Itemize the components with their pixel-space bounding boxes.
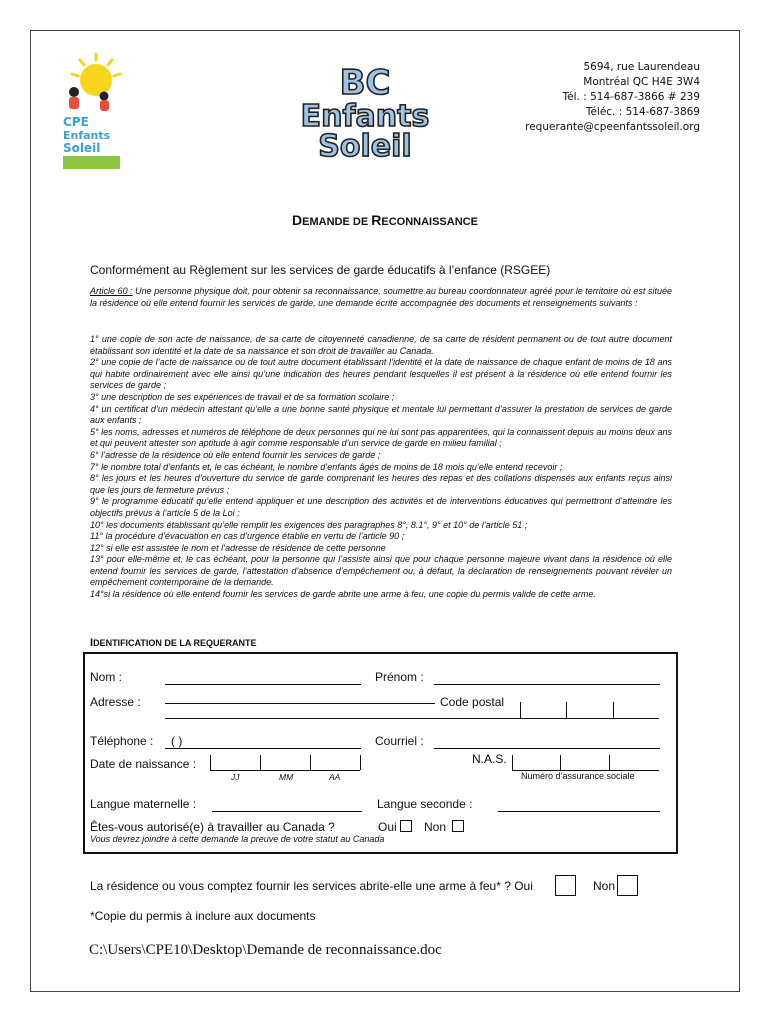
logo-text-1: CPE — [63, 115, 89, 129]
nom-label: Nom : — [90, 670, 123, 684]
telephone-field[interactable] — [165, 748, 361, 749]
address-city: Montréal QC H4E 3W4 — [583, 76, 700, 88]
list-item: 9° le programme éducatif qu’elle entend appliquer et une description des activités et de interventions éducatives qui permettront d’atteindre les objectifs prévus à l’article 5 de la Loi ; — [90, 496, 672, 518]
list-item: 1° une copie de son acte de naissance, de sa carte de citoyenneté canadienne, de sa carte de résident permanent ou de tout autre document établissant son identité et la date de sa naissance et son droit de travailler au Canada. — [90, 334, 672, 356]
list-item: 2° une copie de l’acte de naissance ou de tout autre document établissant l’identité et la date de naissance de chaque enfant de moins de 18 ans qui habite ordinairement avec elle ainsi qu’une indication des heures pendant lesquelles il est présent à la résidence où elle entend fournir les services de garde ; — [90, 357, 672, 391]
list-item: 14°si la résidence où elle entend fournir les services de garde abrite une arme à feu, une copie du permis valide de cette arme. — [90, 589, 596, 600]
article-text: Une personne physique doit, pour obtenir sa reconnaissance, soumettre au bureau coordonnateur agréé pour le territoire où est située la résidence où elle entend fournir les services de garde, une demande écrite accompagnée des documents et renseignements suivants : — [90, 286, 672, 308]
cpe-logo — [60, 52, 122, 170]
nas-hint: Numéro d’assurance sociale — [521, 771, 635, 781]
firearm-non-label: Non — [593, 879, 616, 893]
jj-hint: JJ — [231, 772, 240, 782]
firearm-question: La résidence ou vous comptez fournir les services abrite-elle une arme à feu* ? Oui — [90, 879, 533, 893]
address-email: requerante@cpeenfantssoleil.org — [525, 121, 700, 133]
adresse-field-line-2[interactable] — [165, 718, 659, 719]
autorise-non-label: Non — [424, 820, 447, 834]
list-item: 7° le nombre total d’enfants et, le cas échéant, le nombre d’enfants âgés de moins de 18 mois qu’elle entend recevoir ; — [90, 461, 563, 472]
courriel-label: Courriel : — [375, 734, 424, 748]
logo-text-3: Soleil — [63, 141, 101, 155]
nas-label: N.A.S. — [472, 752, 507, 766]
article-paragraph — [90, 286, 672, 309]
autorise-oui-checkbox[interactable] — [400, 820, 412, 832]
address-street: 5694, rue Laurendeau — [583, 61, 700, 73]
date-naissance-label: Date de naissance : — [90, 757, 197, 771]
nom-field[interactable] — [165, 684, 361, 685]
contact-address — [525, 60, 700, 135]
date-naissance-field[interactable] — [210, 770, 360, 771]
mm-hint: MM — [279, 772, 294, 782]
list-item: 8° les jours et les heures d’ouverture du service de garde comprenant les heures des repas et des collations dispensés aux enfants reçus ainsi que les jours de fermeture prévus ; — [90, 473, 672, 495]
page-title: DEMANDE DE RECONNAISSANCE — [292, 212, 478, 228]
adresse-label: Adresse : — [90, 695, 141, 709]
autorise-question: Êtes-vous autorisé(e) à travailler au Canada ? — [90, 820, 335, 834]
intro-text: Conformément au Règlement sur les services de garde éducatifs à l’enfance (RSGEE) — [90, 263, 551, 277]
list-item: 12° si elle est assistée le nom et l’adresse de résidence de cette personne — [90, 542, 386, 553]
adresse-field[interactable] — [165, 703, 435, 704]
section-title: IDENTIFICATION DE LA REQUERANTE — [90, 637, 257, 649]
brand-wordmark — [270, 63, 460, 164]
langue-seconde-field[interactable] — [498, 811, 660, 812]
prenom-label: Prénom : — [375, 670, 424, 684]
autorise-non-checkbox[interactable] — [452, 820, 464, 832]
file-path-footer: C:\Users\CPE10\Desktop\Demande de reconnaissance.doc — [89, 942, 442, 958]
list-item: 13° pour elle-même et, le cas échéant, pour la personne qui l’assiste ainsi que pour chaque personne majeure vivant dans la résidence où elle entend fournir les services de garde, l’attestation d’absence d’empêchement ou, à défaut, la déclaration de renseignements pouvant révéler un empêchement contemporaine de la demande. — [90, 554, 672, 588]
prenom-field[interactable] — [434, 684, 660, 685]
brand-line-2: Enfants Soleil — [300, 99, 430, 164]
list-item: 11° la procédure d’évacuation en cas d’urgence établie en vertu de l’article 90 ; — [90, 531, 405, 542]
langue-seconde-label: Langue seconde : — [377, 797, 473, 811]
langue-maternelle-label: Langue maternelle : — [90, 797, 197, 811]
address-fax: Téléc. : 514-687-3869 — [585, 106, 700, 118]
sun-children-icon — [60, 52, 122, 170]
autorise-oui-label: Oui — [378, 820, 397, 834]
list-item: 4° un certificat d’un médecin attestant qu’elle a une bonne santé physique et mentale lui permettant d’assurer la prestation de services de garde aux enfants ; — [90, 403, 672, 426]
list-item: 3° une description de ses expériences de travail et de sa formation scolaire ; — [90, 391, 395, 402]
logo-text-2: Enfants — [63, 129, 111, 142]
telephone-area-code: ( ) — [171, 734, 183, 748]
firearm-non-checkbox[interactable] — [617, 875, 638, 896]
permit-note: *Copie du permis à inclure aux documents — [90, 909, 316, 923]
code-postal-label: Code postal — [440, 695, 505, 709]
langue-maternelle-field[interactable] — [212, 811, 362, 812]
requirements-list — [90, 334, 672, 601]
brand-line-1: BC — [339, 63, 391, 103]
address-tel: Tél. : 514-687-3866 # 239 — [562, 91, 700, 103]
list-item: 5° les noms, adresses et numéros de téléphone de deux personnes qui ne lui sont pas apparentées, qui la connaissent depuis au moins deux ans et qui peuvent attester son aptitude à agir comme responsable d’un service de garde en milieu familial ; — [90, 426, 672, 449]
courriel-field[interactable] — [434, 748, 660, 749]
list-item: 6° l’adresse de la résidence où elle entend fournir les services de garde ; — [90, 449, 381, 460]
firearm-oui-checkbox[interactable] — [555, 875, 576, 896]
preuve-note: Vous devrez joindre à cette demande la preuve de votre statut au Canada — [90, 834, 385, 844]
telephone-label: Téléphone : — [90, 734, 154, 748]
aa-hint: AA — [329, 772, 341, 782]
article-ref: Article 60 : — [90, 286, 133, 296]
list-item: 10° les documents établissant qu’elle remplit les exigences des paragraphes 8°, 8.1°, 9° et 10° de l’article 51 ; — [90, 519, 528, 530]
